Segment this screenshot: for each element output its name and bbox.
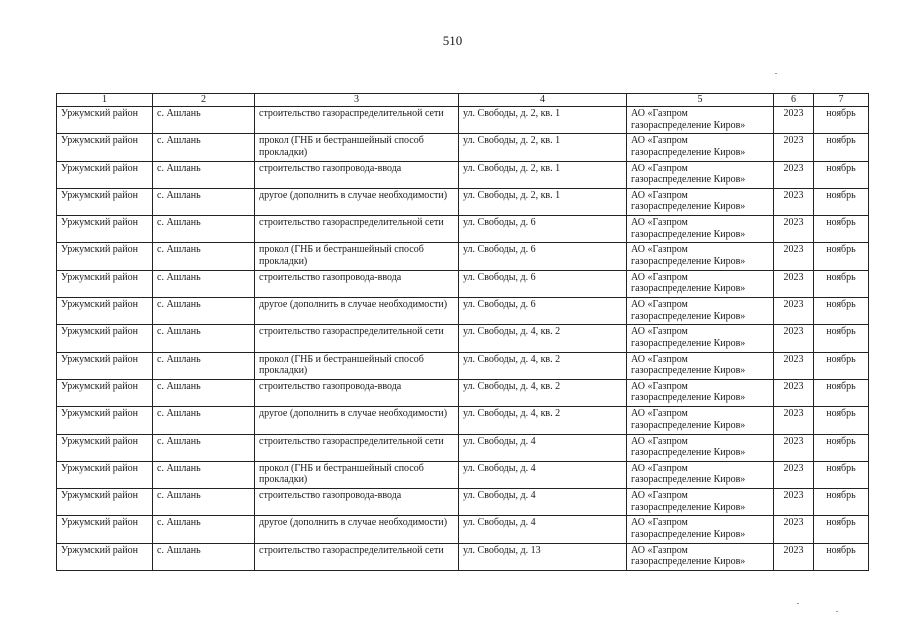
month-cell: ноябрь: [814, 379, 869, 406]
address-cell: ул. Свободы, д. 13: [459, 543, 627, 570]
district-cell: Уржумский район: [57, 243, 153, 270]
table-row: [57, 461, 869, 488]
address-cell: ул. Свободы, д. 6: [459, 298, 627, 325]
address-cell: ул. Свободы, д. 4: [459, 461, 627, 488]
district-cell: Уржумский район: [57, 434, 153, 461]
year-cell: 2023: [774, 325, 814, 352]
year-cell: 2023: [774, 107, 814, 134]
address-cell: ул. Свободы, д. 4, кв. 2: [459, 325, 627, 352]
table-row: [57, 107, 869, 134]
address-cell: ул. Свободы, д. 2, кв. 1: [459, 188, 627, 215]
address-cell: ул. Свободы, д. 4, кв. 2: [459, 379, 627, 406]
work-type-cell: другое (дополнить в случае необходимости): [255, 407, 459, 434]
contractor-cell: АО «Газпром газораспределение Киров»: [627, 352, 774, 379]
table-row: [57, 216, 869, 243]
settlement-cell: с. Ашлань: [153, 352, 255, 379]
address-cell: ул. Свободы, д. 2, кв. 1: [459, 134, 627, 161]
address-cell: ул. Свободы, д. 4: [459, 434, 627, 461]
year-cell: 2023: [774, 516, 814, 543]
district-cell: Уржумский район: [57, 134, 153, 161]
header-cell: 2: [153, 94, 255, 107]
month-cell: ноябрь: [814, 325, 869, 352]
work-type-cell: прокол (ГНБ и бестраншейный способ прокладки): [255, 134, 459, 161]
district-cell: Уржумский район: [57, 216, 153, 243]
district-cell: Уржумский район: [57, 352, 153, 379]
month-cell: ноябрь: [814, 516, 869, 543]
table-body: [57, 107, 869, 571]
year-cell: 2023: [774, 543, 814, 570]
month-cell: ноябрь: [814, 188, 869, 215]
district-cell: Уржумский район: [57, 516, 153, 543]
address-cell: ул. Свободы, д. 6: [459, 243, 627, 270]
settlement-cell: с. Ашлань: [153, 243, 255, 270]
district-cell: Уржумский район: [57, 543, 153, 570]
address-cell: ул. Свободы, д. 4: [459, 489, 627, 516]
contractor-cell: АО «Газпром газораспределение Киров»: [627, 543, 774, 570]
work-type-cell: прокол (ГНБ и бестраншейный способ прокладки): [255, 352, 459, 379]
address-cell: ул. Свободы, д. 4, кв. 2: [459, 352, 627, 379]
table-row: [57, 434, 869, 461]
district-cell: Уржумский район: [57, 379, 153, 406]
table-row: [57, 134, 869, 161]
month-cell: ноябрь: [814, 298, 869, 325]
settlement-cell: с. Ашлань: [153, 543, 255, 570]
header-row: [57, 94, 869, 107]
month-cell: ноябрь: [814, 434, 869, 461]
year-cell: 2023: [774, 352, 814, 379]
work-type-cell: строительство газораспределительной сети: [255, 216, 459, 243]
settlement-cell: с. Ашлань: [153, 298, 255, 325]
settlement-cell: с. Ашлань: [153, 379, 255, 406]
work-type-cell: строительство газораспределительной сети: [255, 107, 459, 134]
month-cell: ноябрь: [814, 407, 869, 434]
table-row: [57, 161, 869, 188]
page-number: 510: [442, 33, 463, 48]
district-cell: Уржумский район: [57, 107, 153, 134]
month-cell: ноябрь: [814, 161, 869, 188]
year-cell: 2023: [774, 216, 814, 243]
header-cell: 1: [57, 94, 153, 107]
address-cell: ул. Свободы, д. 6: [459, 216, 627, 243]
month-cell: ноябрь: [814, 489, 869, 516]
table-row: [57, 516, 869, 543]
district-cell: Уржумский район: [57, 270, 153, 297]
year-cell: 2023: [774, 270, 814, 297]
contractor-cell: АО «Газпром газораспределение Киров»: [627, 298, 774, 325]
district-cell: Уржумский район: [57, 298, 153, 325]
contractor-cell: АО «Газпром газораспределение Киров»: [627, 325, 774, 352]
district-cell: Уржумский район: [57, 461, 153, 488]
settlement-cell: с. Ашлань: [153, 461, 255, 488]
work-type-cell: строительство газораспределительной сети: [255, 543, 459, 570]
work-type-cell: строительство газопровода-ввода: [255, 161, 459, 188]
work-type-cell: строительство газораспределительной сети: [255, 434, 459, 461]
month-cell: ноябрь: [814, 134, 869, 161]
year-cell: 2023: [774, 407, 814, 434]
address-cell: ул. Свободы, д. 2, кв. 1: [459, 107, 627, 134]
year-cell: 2023: [774, 243, 814, 270]
district-cell: Уржумский район: [57, 188, 153, 215]
work-type-cell: прокол (ГНБ и бестраншейный способ прокладки): [255, 243, 459, 270]
contractor-cell: АО «Газпром газораспределение Киров»: [627, 434, 774, 461]
contractor-cell: АО «Газпром газораспределение Киров»: [627, 461, 774, 488]
scan-speck: [775, 73, 777, 74]
month-cell: ноябрь: [814, 543, 869, 570]
settlement-cell: с. Ашлань: [153, 325, 255, 352]
contractor-cell: АО «Газпром газораспределение Киров»: [627, 379, 774, 406]
table-row: [57, 543, 869, 570]
table-row: [57, 325, 869, 352]
month-cell: ноябрь: [814, 107, 869, 134]
year-cell: 2023: [774, 461, 814, 488]
contractor-cell: АО «Газпром газораспределение Киров»: [627, 107, 774, 134]
scan-speck: [836, 611, 838, 612]
table-row: [57, 489, 869, 516]
work-type-cell: другое (дополнить в случае необходимости): [255, 188, 459, 215]
table-row: [57, 298, 869, 325]
contractor-cell: АО «Газпром газораспределение Киров»: [627, 216, 774, 243]
contractor-cell: АО «Газпром газораспределение Киров»: [627, 243, 774, 270]
work-type-cell: строительство газопровода-ввода: [255, 379, 459, 406]
table-row: [57, 270, 869, 297]
district-cell: Уржумский район: [57, 407, 153, 434]
month-cell: ноябрь: [814, 461, 869, 488]
header-cell: 7: [814, 94, 869, 107]
header-cell: 3: [255, 94, 459, 107]
work-type-cell: другое (дополнить в случае необходимости): [255, 298, 459, 325]
year-cell: 2023: [774, 134, 814, 161]
year-cell: 2023: [774, 188, 814, 215]
contractor-cell: АО «Газпром газораспределение Киров»: [627, 489, 774, 516]
work-type-cell: строительство газопровода-ввода: [255, 489, 459, 516]
settlement-cell: с. Ашлань: [153, 434, 255, 461]
month-cell: ноябрь: [814, 352, 869, 379]
table-row: [57, 379, 869, 406]
settlement-cell: с. Ашлань: [153, 216, 255, 243]
work-type-cell: другое (дополнить в случае необходимости): [255, 516, 459, 543]
year-cell: 2023: [774, 379, 814, 406]
contractor-cell: АО «Газпром газораспределение Киров»: [627, 188, 774, 215]
work-type-cell: строительство газораспределительной сети: [255, 325, 459, 352]
contractor-cell: АО «Газпром газораспределение Киров»: [627, 270, 774, 297]
settlement-cell: с. Ашлань: [153, 516, 255, 543]
contractor-cell: АО «Газпром газораспределение Киров»: [627, 161, 774, 188]
settlement-cell: с. Ашлань: [153, 134, 255, 161]
header-cell: 4: [459, 94, 627, 107]
year-cell: 2023: [774, 298, 814, 325]
table-row: [57, 407, 869, 434]
contractor-cell: АО «Газпром газораспределение Киров»: [627, 134, 774, 161]
table-row: [57, 352, 869, 379]
address-cell: ул. Свободы, д. 6: [459, 270, 627, 297]
table-row: [57, 188, 869, 215]
settlement-cell: с. Ашлань: [153, 161, 255, 188]
settlement-cell: с. Ашлань: [153, 489, 255, 516]
month-cell: ноябрь: [814, 216, 869, 243]
work-type-cell: прокол (ГНБ и бестраншейный способ прокладки): [255, 461, 459, 488]
year-cell: 2023: [774, 161, 814, 188]
settlement-cell: с. Ашлань: [153, 107, 255, 134]
settlement-cell: с. Ашлань: [153, 407, 255, 434]
table-row: [57, 243, 869, 270]
district-cell: Уржумский район: [57, 325, 153, 352]
district-cell: Уржумский район: [57, 489, 153, 516]
address-cell: ул. Свободы, д. 4: [459, 516, 627, 543]
work-type-cell: строительство газопровода-ввода: [255, 270, 459, 297]
header-cell: 6: [774, 94, 814, 107]
address-cell: ул. Свободы, д. 4, кв. 2: [459, 407, 627, 434]
contractor-cell: АО «Газпром газораспределение Киров»: [627, 516, 774, 543]
settlement-cell: с. Ашлань: [153, 188, 255, 215]
gasification-table: [56, 93, 869, 571]
year-cell: 2023: [774, 489, 814, 516]
year-cell: 2023: [774, 434, 814, 461]
scan-speck: [797, 603, 799, 604]
settlement-cell: с. Ашлань: [153, 270, 255, 297]
month-cell: ноябрь: [814, 243, 869, 270]
address-cell: ул. Свободы, д. 2, кв. 1: [459, 161, 627, 188]
month-cell: ноябрь: [814, 270, 869, 297]
header-cell: 5: [627, 94, 774, 107]
district-cell: Уржумский район: [57, 161, 153, 188]
contractor-cell: АО «Газпром газораспределение Киров»: [627, 407, 774, 434]
